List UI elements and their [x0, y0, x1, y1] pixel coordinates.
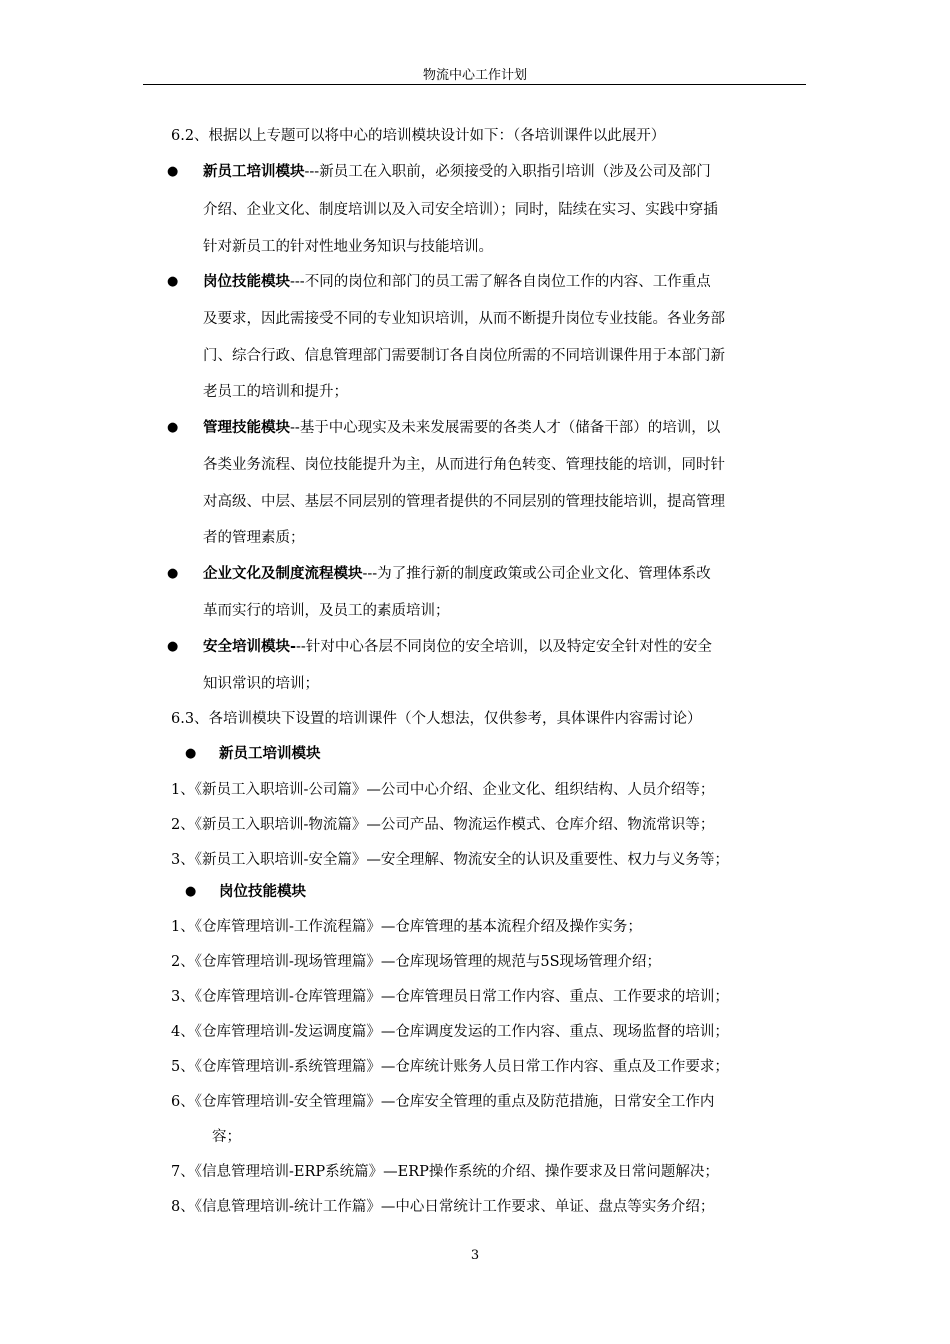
header-title: 物流中心工作计划: [422, 68, 527, 83]
list-item: [203, 564, 711, 584]
course-item: 2、《新员工入职培训-物流篇》—公司产品、物流运作模式、仓库介绍、物流常识等；: [171, 817, 715, 833]
course-item: 6、《仓库管理培训-安全管理篇》—仓库安全管理的重点及防范措施，日常安全工作内: [171, 1094, 715, 1110]
subsection-title: [219, 882, 306, 902]
separator: --: [296, 639, 306, 655]
section-6-3-heading: 6.3、各培训模块下设置的培训课件（个人想法，仅供参考，具体课件内容需讨论）: [171, 711, 702, 727]
separator: ---: [304, 164, 320, 180]
course-item: 1、《仓库管理培训-工作流程篇》—仓库管理的基本流程介绍及操作实务；: [171, 919, 642, 935]
separator: ---: [290, 274, 305, 290]
separator: --: [290, 420, 300, 436]
item-text: 基于中心现实及未来发展需要的各类人才（储备干部）的培训，以: [299, 420, 721, 436]
item-text: 针对新员工的针对性地业务知识与技能培训。: [203, 239, 493, 255]
item-text: 介绍、企业文化、制度培训以及入司安全培训）；同时，陆续在实习、实践中穿插: [203, 202, 718, 218]
course-item: 5、《仓库管理培训-系统管理篇》—仓库统计账务人员日常工作内容、重点及工作要求；: [171, 1059, 729, 1075]
module-title: 岗位技能模块: [219, 884, 306, 900]
item-text: 及要求，因此需接受不同的专业知识培训，从而不断提升岗位专业技能。各业务部: [203, 311, 725, 327]
module-title: 安全培训模块-: [203, 639, 297, 655]
course-item: 3、《仓库管理培训-仓库管理篇》—仓库管理员日常工作内容、重点、工作要求的培训；: [171, 989, 729, 1005]
module-title: 企业文化及制度流程模块: [203, 566, 363, 582]
course-item: 1、《新员工入职培训-公司篇》—公司中心介绍、企业文化、组织结构、人员介绍等；: [171, 782, 715, 798]
item-text: 针对中心各层不同岗位的安全培训，以及特定安全针对性的安全: [305, 639, 712, 655]
bullet-icon: ●: [167, 274, 179, 289]
bullet-icon: ●: [185, 746, 197, 761]
item-text: 老员工的培训和提升；: [203, 384, 348, 400]
item-text: 知识常识的培训；: [203, 676, 319, 692]
module-title: 新员工培训模块: [219, 746, 321, 762]
item-text: 新员工在入职前，必须接受的入职指引培训（涉及公司及部门: [319, 164, 711, 180]
list-item: [203, 272, 711, 292]
bullet-icon: ●: [167, 639, 179, 654]
module-title: 新员工培训模块: [203, 164, 305, 180]
list-item: [203, 418, 720, 438]
list-item: [203, 162, 711, 182]
course-item: 8、《信息管理培训-统计工作篇》—中心日常统计工作要求、单证、盘点等实务介绍；: [171, 1199, 715, 1215]
course-item: 7、《信息管理培训-ERP系统篇》—ERP操作系统的介绍、操作要求及日常问题解决；: [171, 1164, 719, 1180]
bullet-icon: ●: [167, 164, 179, 179]
course-item: 2、《仓库管理培训-现场管理篇》—仓库现场管理的规范与5S现场管理介绍；: [171, 954, 662, 970]
module-title: 管理技能模块: [203, 420, 290, 436]
bullet-icon: ●: [167, 566, 179, 581]
separator: ---: [362, 566, 378, 582]
course-item-continued: 容；: [212, 1129, 241, 1145]
header-divider: [143, 84, 806, 85]
course-item: 3、《新员工入职培训-安全篇》—安全理解、物流安全的认识及重要性、权力与义务等；: [171, 852, 729, 868]
course-item: 4、《仓库管理培训-发运调度篇》—仓库调度发运的工作内容、重点、现场监督的培训；: [171, 1024, 729, 1040]
item-text: 门、综合行政、信息管理部门需要制订各自岗位所需的不同培训课件用于本部门新: [203, 348, 725, 364]
bullet-icon: ●: [167, 420, 179, 435]
page-number: 3: [470, 1248, 480, 1263]
bullet-icon: ●: [185, 884, 197, 899]
item-text: 革而实行的培训，及员工的素质培训；: [203, 603, 450, 619]
item-text: 为了推行新的制度政策或公司企业文化、管理体系改: [377, 566, 711, 582]
item-text: 不同的岗位和部门的员工需了解各自岗位工作的内容、工作重点: [304, 274, 711, 290]
list-item: [203, 637, 712, 657]
section-6-2-heading: 6.2、根据以上专题可以将中心的培训模块设计如下：（各培训课件以此展开）: [171, 128, 666, 144]
item-text: 者的管理素质；: [203, 530, 305, 546]
item-text: 对高级、中层、基层不同层别的管理者提供的不同层别的管理技能培训，提高管理: [203, 494, 725, 510]
subsection-title: [219, 744, 321, 764]
item-text: 各类业务流程、岗位技能提升为主，从而进行角色转变、管理技能的培训，同时针: [203, 457, 725, 473]
module-title: 岗位技能模块: [203, 274, 290, 290]
